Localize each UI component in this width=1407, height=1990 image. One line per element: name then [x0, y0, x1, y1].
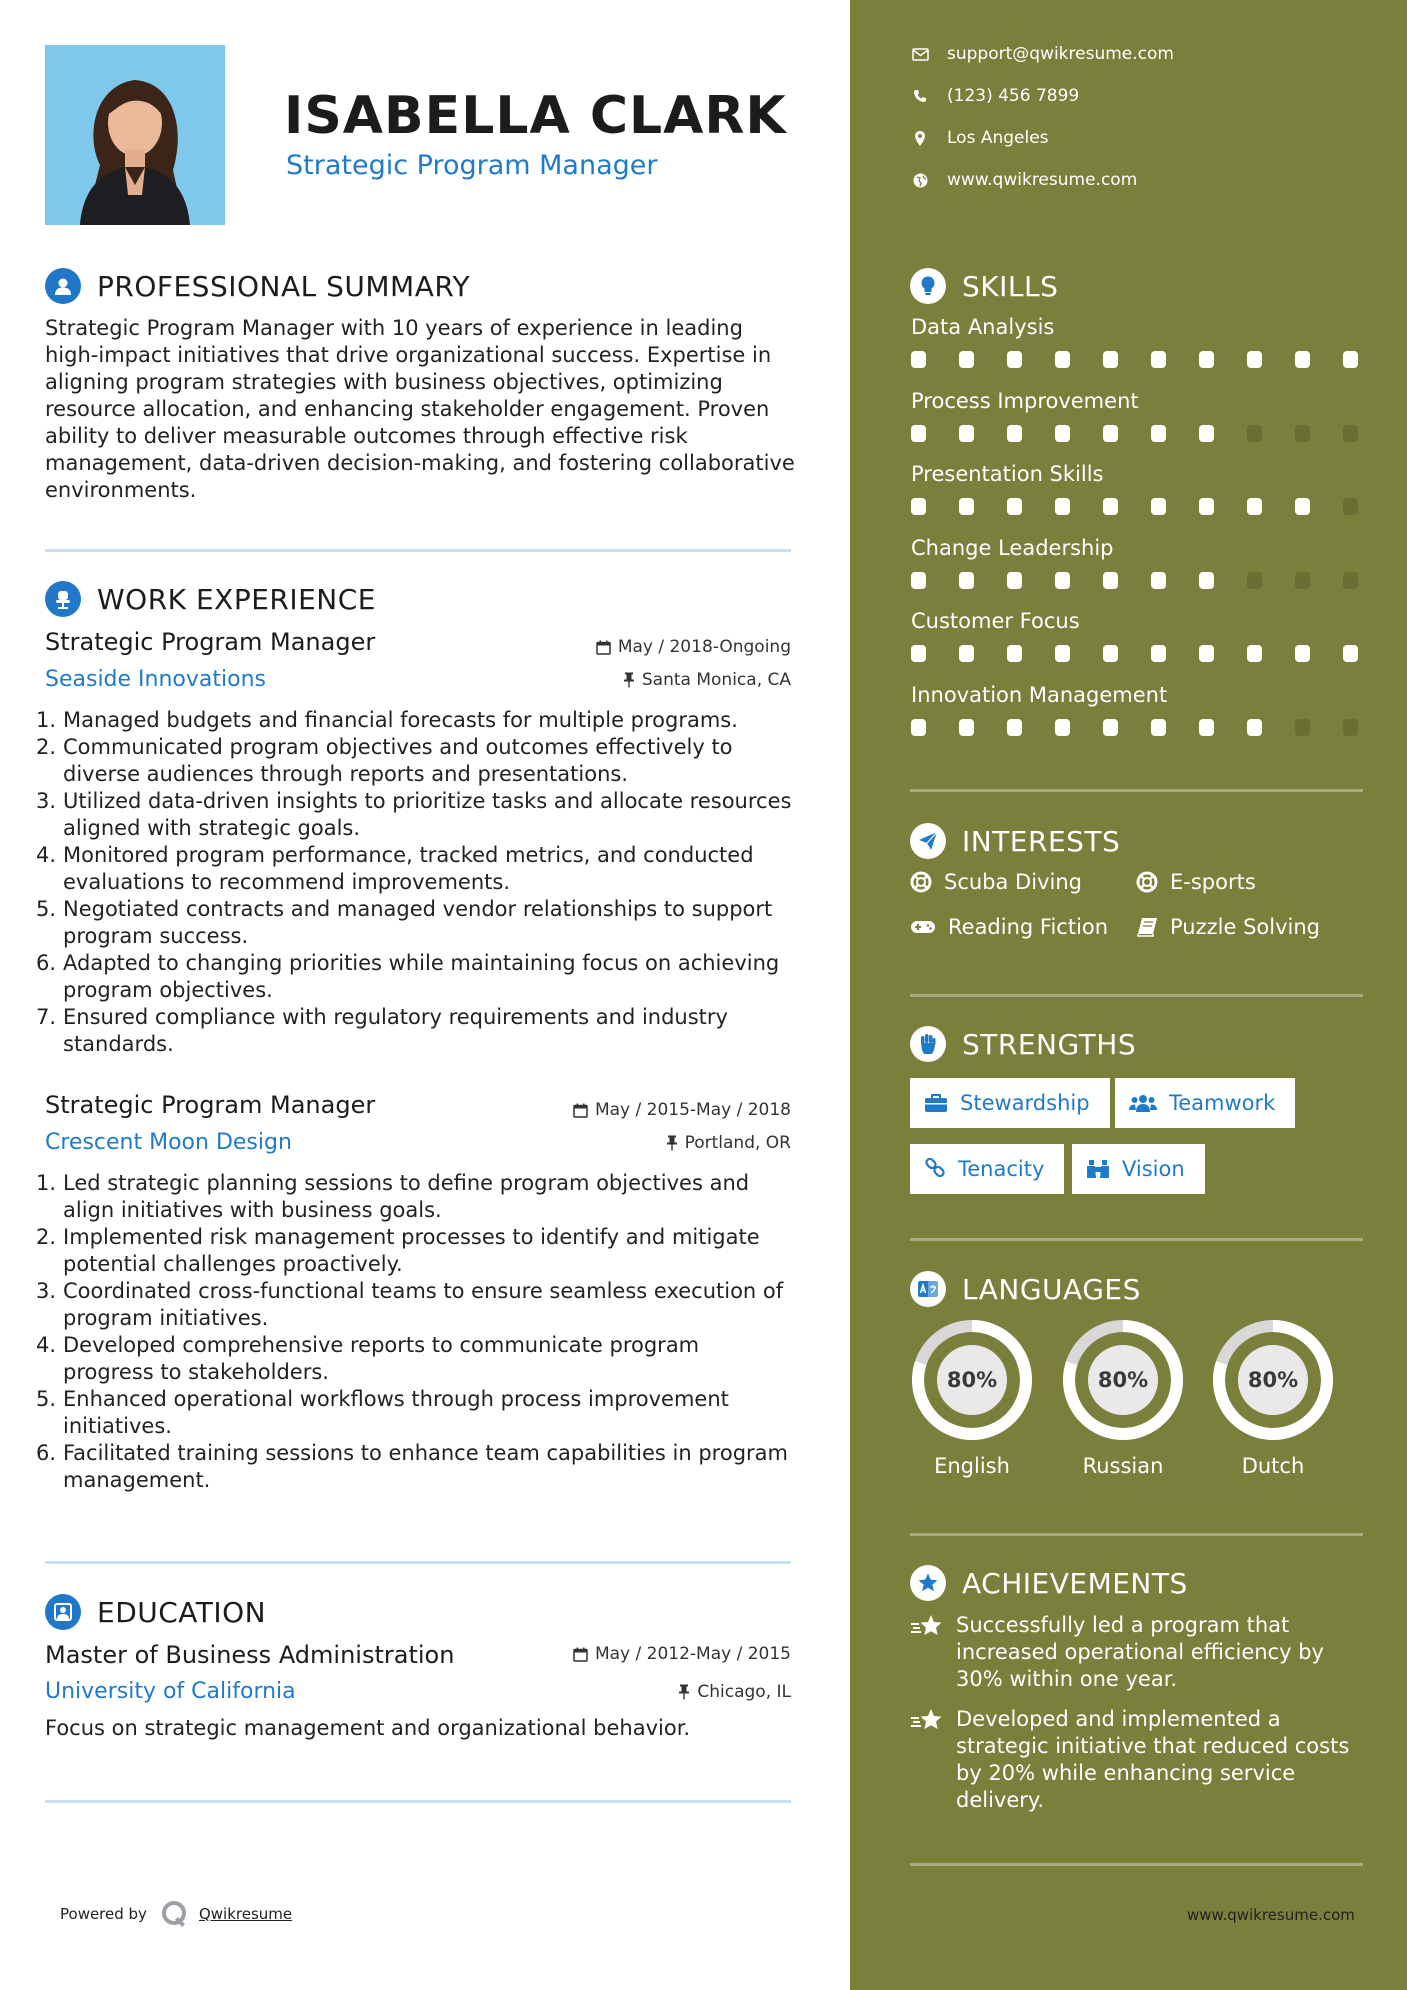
skill-rating — [911, 351, 1391, 368]
skill-dot-filled — [1343, 645, 1358, 662]
responsibility-number: 3. — [36, 1279, 57, 1303]
qwikresume-link[interactable]: Qwikresume — [198, 1905, 293, 1923]
skill-dot-filled — [1247, 719, 1262, 736]
candidate-name: ISABELLA CLARK — [284, 86, 787, 146]
language-percent: 80% — [946, 1368, 998, 1392]
skill-dot-filled — [911, 498, 926, 515]
skill-dot-empty — [1343, 498, 1358, 515]
skill-dot-filled — [959, 351, 974, 368]
achievement-text: Successfully led a program that increased operational efficiency by 30% within one year. — [956, 1613, 1324, 1691]
star-badge-icon — [910, 1565, 946, 1601]
responsibility-text: Communicated program objectives and outcomes effectively to diverse audiences through reports and presentations. — [63, 735, 733, 786]
shooting-star-icon — [910, 1706, 945, 1814]
summary-title: PROFESSIONAL SUMMARY — [97, 269, 471, 303]
responsibility-text: Managed budgets and financial forecasts for multiple programs. — [63, 708, 738, 732]
binoculars-icon — [1086, 1159, 1110, 1179]
skill-dot-filled — [1055, 572, 1070, 589]
paper-plane-icon — [910, 823, 946, 859]
skill-dot-empty — [1247, 572, 1262, 589]
interest-item — [910, 915, 1108, 939]
user-icon — [45, 268, 81, 304]
responsibility-text: Coordinated cross-functional teams to ensure seamless execution of program initiatives. — [63, 1279, 784, 1330]
skill-dot-empty — [1343, 425, 1358, 442]
education-dates-text: May / 2012-May / 2015 — [594, 1644, 791, 1664]
skill-dot-filled — [1151, 498, 1166, 515]
achievements-heading — [910, 1565, 1188, 1601]
calendar-icon — [573, 1103, 588, 1118]
experience-heading — [45, 581, 376, 617]
language-progress-ring — [1211, 1318, 1335, 1442]
skill-name: Data Analysis — [911, 315, 1055, 339]
strength-label: Vision — [1122, 1157, 1185, 1181]
skill-dot-filled — [1103, 645, 1118, 662]
skill-dot-filled — [1055, 645, 1070, 662]
responsibility-number: 3. — [36, 789, 57, 813]
skill-name: Presentation Skills — [911, 462, 1104, 486]
skill-dot-filled — [1103, 719, 1118, 736]
skills-title: SKILLS — [962, 269, 1059, 303]
experience-title: WORK EXPERIENCE — [97, 582, 376, 616]
job-responsibilities — [36, 1170, 796, 1494]
job-dates-text: May / 2018-Ongoing — [617, 637, 791, 657]
gamepad-icon — [910, 918, 936, 936]
strength-label: Teamwork — [1169, 1091, 1276, 1115]
skill-dot-filled — [1151, 425, 1166, 442]
section-divider — [45, 549, 791, 552]
strengths-heading — [910, 1026, 1136, 1062]
responsibility-number: 5. — [36, 1387, 57, 1411]
responsibility-text: Monitored program performance, tracked metrics, and conducted evaluations to recommend improvements. — [63, 843, 754, 894]
responsibility-item — [36, 1332, 796, 1386]
skills-heading — [910, 268, 1058, 304]
contact-location-text: Los Angeles — [947, 128, 1049, 148]
graduate-icon — [45, 1594, 81, 1630]
skill-dot-filled — [1295, 351, 1310, 368]
language-item — [910, 1318, 1034, 1478]
skill-dot-empty — [1295, 425, 1310, 442]
skill-rating — [911, 645, 1391, 662]
skill-dot-filled — [1007, 498, 1022, 515]
degree-name: Master of Business Administration — [45, 1641, 455, 1669]
education-description: Focus on strategic management and organizational behavior. — [45, 1716, 691, 1740]
language-percent: 80% — [1247, 1368, 1299, 1392]
interest-label: E-sports — [1170, 870, 1256, 894]
education-location — [678, 1682, 791, 1702]
job-dates — [573, 1100, 791, 1120]
responsibility-number: 1. — [36, 1171, 57, 1195]
responsibility-item — [36, 842, 796, 896]
skill-dot-filled — [1151, 719, 1166, 736]
responsibility-number: 2. — [36, 1225, 57, 1249]
skill-dot-filled — [1199, 719, 1214, 736]
fist-icon — [910, 1026, 946, 1062]
summary-text: Strategic Program Manager with 10 years of experience in leading high-impact initiatives that drive organizational success. Expertise in aligning program strategies with business objectives, optimizing resource allocation, and enhancing stakeholder engagement. Proven ability to deliver measurable outcomes through effective risk management, data-driven decision-making, and fostering collaborative environments. — [45, 316, 795, 502]
responsibility-item — [36, 1004, 796, 1058]
skill-name: Change Leadership — [911, 535, 1114, 560]
responsibility-text: Utilized data-driven insights to prioritize tasks and allocate resources aligned with strategic goals. — [63, 789, 792, 840]
skill-dot-filled — [911, 572, 926, 589]
skill-dot-filled — [1055, 425, 1070, 442]
responsibility-text: Negotiated contracts and managed vendor relationships to support program success. — [63, 897, 773, 948]
skill-dot-filled — [1247, 351, 1262, 368]
link-icon — [924, 1158, 946, 1180]
school-name: University of California — [45, 1679, 296, 1704]
skill-dot-filled — [1295, 498, 1310, 515]
calendar-icon — [596, 640, 611, 655]
responsibility-number: 5. — [36, 897, 57, 921]
education-dates — [573, 1644, 791, 1664]
responsibility-item — [36, 1386, 796, 1440]
language-item — [1061, 1318, 1185, 1478]
strength-label: Stewardship — [960, 1091, 1090, 1115]
skill-dot-empty — [1295, 572, 1310, 589]
responsibility-item — [36, 1224, 796, 1278]
users-icon — [1129, 1093, 1157, 1113]
powered-by-label: Powered by — [60, 1905, 147, 1923]
contact-website — [910, 170, 1137, 190]
powered-by — [60, 1900, 292, 1928]
skill-name: Customer Focus — [911, 609, 1080, 633]
skill-dot-empty — [1295, 719, 1310, 736]
language-item — [1211, 1318, 1335, 1478]
responsibility-item — [36, 1440, 796, 1494]
footer-website[interactable]: www.qwikresume.com — [1187, 1906, 1355, 1924]
skill-dot-filled — [959, 498, 974, 515]
job-location-text: Portland, OR — [684, 1133, 791, 1153]
skill-dot-filled — [1103, 498, 1118, 515]
company-name: Crescent Moon Design — [45, 1130, 292, 1155]
calendar-icon — [573, 1647, 588, 1662]
language-name: Dutch — [1241, 1454, 1305, 1478]
skill-dot-empty — [1343, 719, 1358, 736]
company-name: Seaside Innovations — [45, 667, 266, 692]
job-dates — [596, 637, 791, 657]
job-responsibilities — [36, 707, 796, 1058]
profile-photo — [45, 45, 225, 225]
strengths-title: STRENGTHS — [962, 1027, 1137, 1061]
sidebar-divider — [910, 1863, 1363, 1866]
skill-dot-filled — [1055, 719, 1070, 736]
interest-label: Scuba Diving — [944, 870, 1082, 894]
job-location-text: Santa Monica, CA — [641, 670, 791, 690]
pin-icon — [623, 672, 635, 688]
skill-rating — [911, 425, 1391, 442]
languages-title: LANGUAGES — [962, 1272, 1141, 1306]
sidebar-divider — [910, 1533, 1363, 1536]
language-percent: 80% — [1097, 1368, 1149, 1392]
globe-icon — [910, 173, 930, 188]
sidebar-divider — [910, 789, 1363, 792]
contact-location — [910, 128, 1049, 148]
skill-dot-filled — [911, 645, 926, 662]
job-location — [623, 670, 791, 690]
skill-rating — [911, 572, 1391, 589]
responsibility-number: 6. — [36, 951, 57, 975]
skill-dot-filled — [1295, 645, 1310, 662]
job-location — [666, 1133, 791, 1153]
skill-dot-filled — [1151, 645, 1166, 662]
languages-heading — [910, 1271, 1141, 1307]
skill-dot-filled — [1007, 572, 1022, 589]
language-progress-ring — [1061, 1318, 1185, 1442]
sidebar-divider — [910, 994, 1363, 997]
map-marker-icon — [910, 131, 930, 146]
achievement-text: Developed and implemented a strategic initiative that reduced costs by 20% while enhancing service delivery. — [956, 1707, 1350, 1812]
sidebar-divider — [910, 1238, 1363, 1241]
skill-dot-filled — [959, 425, 974, 442]
responsibility-text: Enhanced operational workflows through process improvement initiatives. — [63, 1387, 729, 1438]
education-location-text: Chicago, IL — [697, 1682, 791, 1702]
skill-dot-filled — [1151, 572, 1166, 589]
skill-dot-filled — [1103, 425, 1118, 442]
skill-dot-filled — [1007, 425, 1022, 442]
responsibility-text: Ensured compliance with regulatory requirements and industry standards. — [63, 1005, 728, 1056]
section-divider — [45, 1561, 791, 1564]
strength-tag — [910, 1078, 1110, 1128]
responsibility-number: 4. — [36, 1333, 57, 1357]
shooting-star-icon — [910, 1612, 945, 1693]
skill-dot-filled — [1007, 645, 1022, 662]
responsibility-item — [36, 788, 796, 842]
skill-dot-filled — [959, 572, 974, 589]
pin-icon — [678, 1684, 690, 1700]
strength-tag — [1115, 1078, 1295, 1128]
contact-email — [910, 44, 1174, 64]
skill-dot-filled — [1007, 719, 1022, 736]
envelope-icon — [910, 48, 930, 61]
responsibility-text: Developed comprehensive reports to communicate program progress to stakeholders. — [63, 1333, 700, 1384]
skill-dot-filled — [959, 719, 974, 736]
contact-website-text[interactable]: www.qwikresume.com — [947, 170, 1138, 190]
section-divider — [45, 1800, 791, 1803]
job-title: Strategic Program Manager — [45, 1091, 376, 1119]
skill-dot-filled — [1247, 498, 1262, 515]
interest-item — [1136, 870, 1256, 894]
responsibility-text: Led strategic planning sessions to define program objectives and align initiatives with business goals. — [63, 1171, 750, 1222]
skill-dot-empty — [1343, 572, 1358, 589]
candidate-title: Strategic Program Manager — [286, 150, 658, 181]
interest-item — [1136, 915, 1320, 939]
responsibility-item — [36, 1278, 796, 1332]
responsibility-item — [36, 707, 796, 734]
lifebuoy-icon — [910, 871, 932, 893]
pin-icon — [666, 1135, 678, 1151]
skill-name: Process Improvement — [911, 388, 1139, 413]
skill-dot-filled — [1007, 351, 1022, 368]
interests-title: INTERESTS — [962, 824, 1121, 858]
skill-name: Innovation Management — [911, 682, 1168, 707]
skill-dot-empty — [1247, 425, 1262, 442]
skill-dot-filled — [911, 351, 926, 368]
responsibility-text: Facilitated training sessions to enhance team capabilities in program management. — [63, 1441, 788, 1492]
responsibility-item — [36, 950, 796, 1004]
sidebar — [850, 0, 1407, 1990]
interest-label: Reading Fiction — [948, 915, 1109, 939]
skill-dot-filled — [1343, 351, 1358, 368]
interest-item — [910, 870, 1082, 894]
skill-dot-filled — [911, 425, 926, 442]
achievement-item — [910, 1612, 1370, 1693]
job-dates-text: May / 2015-May / 2018 — [594, 1100, 791, 1120]
translate-icon — [910, 1271, 946, 1307]
contact-phone — [910, 86, 1079, 106]
contact-email-text[interactable]: support@qwikresume.com — [947, 44, 1174, 64]
skill-dot-filled — [1199, 498, 1214, 515]
skill-dot-filled — [959, 645, 974, 662]
responsibility-number: 1. — [36, 708, 57, 732]
skill-dot-filled — [911, 719, 926, 736]
achievements-title: ACHIEVEMENTS — [962, 1566, 1188, 1600]
skill-rating — [911, 498, 1391, 515]
strength-label: Tenacity — [958, 1157, 1045, 1181]
responsibility-number: 7. — [36, 1005, 57, 1029]
briefcase-icon — [924, 1093, 948, 1113]
interest-label: Puzzle Solving — [1170, 915, 1320, 939]
job-title: Strategic Program Manager — [45, 628, 376, 656]
skill-dot-filled — [1199, 351, 1214, 368]
language-name: Russian — [1082, 1454, 1164, 1478]
skill-dot-filled — [1199, 425, 1214, 442]
education-heading — [45, 1594, 266, 1630]
strength-tag — [910, 1144, 1064, 1194]
summary-heading — [45, 268, 470, 304]
responsibility-number: 6. — [36, 1441, 57, 1465]
responsibility-number: 2. — [36, 735, 57, 759]
responsibility-text: Adapted to changing priorities while maintaining focus on achieving program objectives. — [63, 951, 780, 1002]
skill-dot-filled — [1103, 351, 1118, 368]
language-name: English — [934, 1454, 1010, 1478]
strength-tag — [1072, 1144, 1205, 1194]
lifebuoy-icon — [1136, 871, 1158, 893]
skill-rating — [911, 719, 1391, 736]
skill-dot-filled — [1247, 645, 1262, 662]
language-progress-ring — [910, 1318, 1034, 1442]
briefcase-chair-icon — [45, 581, 81, 617]
responsibility-number: 4. — [36, 843, 57, 867]
responsibility-item — [36, 734, 796, 788]
phone-icon — [910, 89, 930, 103]
skill-dot-filled — [1151, 351, 1166, 368]
qwikresume-logo-icon — [161, 1900, 189, 1928]
skill-dot-filled — [1103, 572, 1118, 589]
achievement-item — [910, 1706, 1370, 1814]
interests-heading — [910, 823, 1120, 859]
lightbulb-icon — [910, 268, 946, 304]
skill-dot-filled — [1055, 351, 1070, 368]
contact-phone-text[interactable]: (123) 456 7899 — [947, 86, 1080, 106]
education-title: EDUCATION — [97, 1595, 267, 1629]
skill-dot-filled — [1199, 572, 1214, 589]
responsibility-text: Implemented risk management processes to identify and mitigate potential challenges proactively. — [63, 1225, 760, 1276]
skill-dot-filled — [1199, 645, 1214, 662]
book-icon — [1136, 917, 1158, 937]
responsibility-item — [36, 1170, 796, 1224]
skill-dot-filled — [1055, 498, 1070, 515]
responsibility-item — [36, 896, 796, 950]
